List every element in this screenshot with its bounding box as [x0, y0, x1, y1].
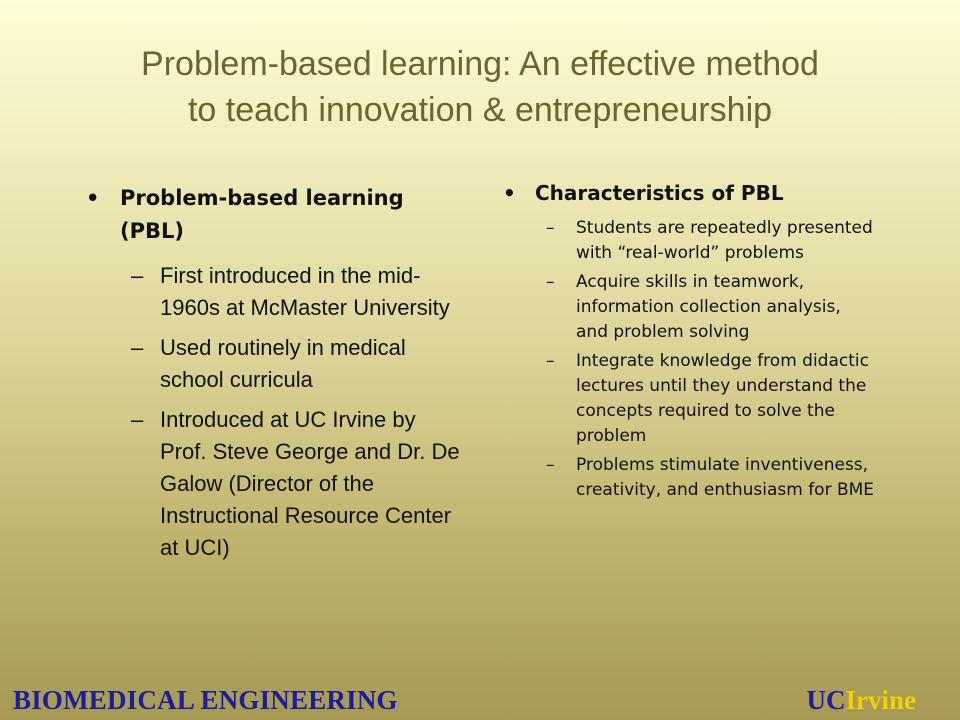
dash-icon: – [546, 455, 555, 475]
title-line-1: Problem-based learning: An effective method [141, 45, 819, 83]
dash-icon: – [131, 407, 144, 432]
left-column [80, 176, 465, 572]
left-bullet-heading [80, 182, 465, 248]
list-item [546, 270, 877, 345]
list-item [546, 216, 877, 266]
dash-icon: – [131, 335, 144, 360]
list-item-text: Used routinely in medical school curricula [160, 335, 406, 392]
bullet-icon: • [86, 186, 100, 210]
list-item-text: Introduced at UC Irvine by Prof. Steve George and Dr. De Galow (Director of the Instructional Resource Center at UCI) [160, 407, 460, 560]
footer-irvine: Irvine [845, 685, 916, 715]
bullet-icon: • [503, 181, 516, 205]
list-item-text: Acquire skills in teamwork, information collection analysis, and problem solving [576, 272, 841, 342]
left-sub-list [131, 260, 465, 564]
slide-title [60, 41, 900, 133]
footer-department: BIOMEDICAL ENGINEERING [13, 685, 398, 715]
dash-icon: – [131, 263, 144, 288]
list-item [131, 332, 465, 396]
list-item [131, 260, 465, 324]
dash-icon: – [546, 272, 555, 292]
footer-university-logo [807, 685, 917, 716]
right-heading: Characteristics of PBL [535, 181, 784, 205]
title-line-2: to teach innovation & entrepreneurship [187, 91, 773, 129]
list-item-text: First introduced in the mid-1960s at McMaster University [160, 263, 450, 320]
right-sub-list [546, 216, 877, 503]
list-item-text: Integrate knowledge from didactic lectures until they understand the concepts required to solve the problem [576, 351, 869, 446]
list-item [546, 453, 877, 503]
left-heading-line-2: (PBL) [120, 219, 184, 243]
left-heading-line-1: Problem-based learning [120, 186, 404, 210]
right-bullet-heading [497, 176, 877, 210]
right-column [497, 176, 877, 507]
list-item [131, 404, 465, 564]
list-item-text: Students are repeatedly presented with “real-world” problems [576, 218, 873, 263]
footer-uc: UC [806, 685, 846, 715]
list-item-text: Problems stimulate inventiveness, creativity, and enthusiasm for BME [576, 455, 875, 500]
dash-icon: – [546, 351, 555, 371]
dash-icon: – [546, 218, 555, 238]
list-item [546, 349, 877, 449]
